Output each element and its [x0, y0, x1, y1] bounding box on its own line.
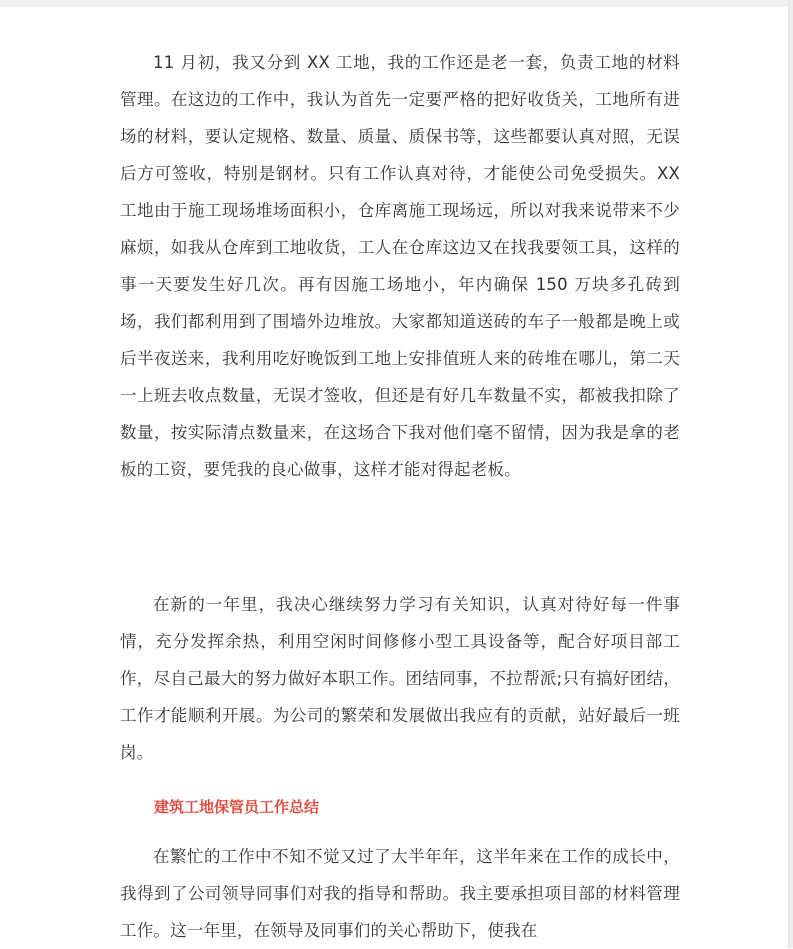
paragraph-work-review: 11 月初，我又分到 XX 工地，我的工作还是老一套，负责工地的材料管理。在这边的工作中，我认为首先一定要严格的把好收货关，工地所有进场的材料，要认定规格、数量、质量、质保书等，这些都要认真对照，无误后方可签收，特别是钢材。只有工作认真对待，才能使公司免受损失。XX 工地由于施工现场堆场面积小，仓库离施工现场远，所以对我来说带来不少麻烦，如我从仓库到工地收货，工人在仓库这边又在找我要领工具，这样的事一天要发生好几次。再有因施工场地小，年内确保 150 万块多孔砖到场，我们都利用到了围墙外边堆放。大家都知道送砖的车子一般都是晚上或后半夜送来，我利用吃好晚饭到工地上安排值班人来的砖堆在哪儿，第二天一上班去收点数量，无误才签收，但还是有好几车数量不实，都被我扣除了数量，按实际清点数量来，在这场合下我对他们毫不留情，因为我是拿的老板的工资，要凭我的良心做事，这样才能对得起老板。: [120, 53, 680, 479]
paragraph-new-year-plan: 在新的一年里，我决心继续努力学习有关知识，认真对待好每一件事情，充分发挥余热，利用空闲时间修修小型工具设备等，配合好项目部工作，尽自己最大的努力做好本职工作。团结同事，不拉帮派;只有搞好团结，工作才能顺利开展。为公司的繁荣和发展做出我应有的贡献，站好最后一班岗。: [120, 595, 680, 762]
section-heading-link[interactable]: 建筑工地保管员工作总结: [154, 798, 320, 816]
paragraph-half-year-summary: 在繁忙的工作中不知不觉又过了大半年年，这半年来在工作的成长中，我得到了公司领导同事们对我的指导和帮助。我主要承担项目部的材料管理工作。这一年里，在领导及同事们的关心帮助下，使我在: [120, 847, 680, 940]
